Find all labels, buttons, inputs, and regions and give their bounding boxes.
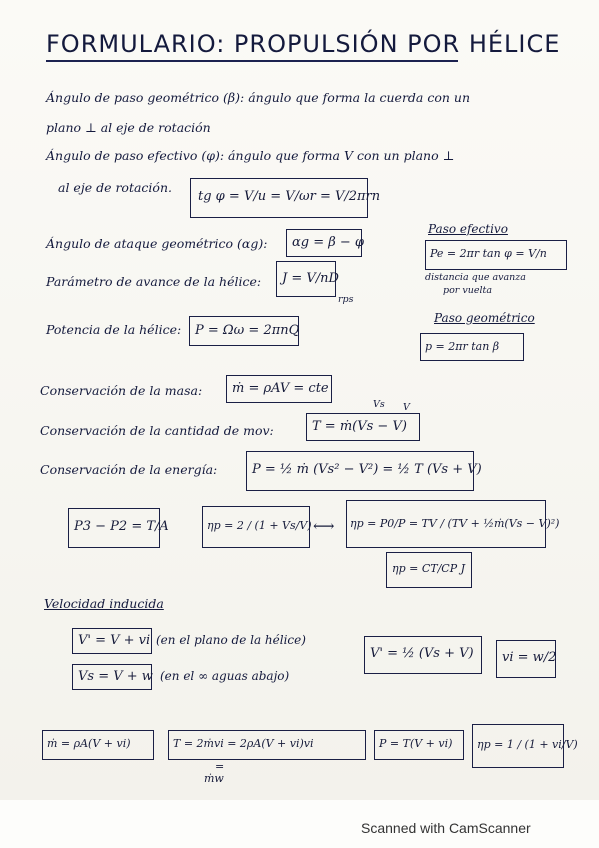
equivalence-arrow: ⟷ xyxy=(313,517,335,535)
eff-angle-definition-line2: al eje de rotación. xyxy=(58,180,172,195)
effective-pitch-formula: Pe = 2πr tan φ = V/n xyxy=(430,247,547,260)
pressure-jump-formula: P3 − P2 = T/A xyxy=(74,519,169,534)
advance-parameter-label: Parámetro de avance de la hélice: xyxy=(46,274,262,289)
effective-pitch-title: Paso efectivo xyxy=(428,222,508,236)
momentum-v-annotation: V xyxy=(403,402,410,413)
power-label: Potencia de la hélice: xyxy=(46,322,182,337)
energy-conservation-formula: P = ½ ṁ (Vs² − V²) = ½ T (Vs + V) xyxy=(252,462,482,477)
induced-velocity-title: Velocidad inducida xyxy=(44,596,164,611)
rps-annotation: rps xyxy=(338,294,354,305)
effective-pitch-note-line1: distancia que avanza xyxy=(425,272,526,283)
geo-angle-definition-line1: Ángulo de paso geométrico (β): ángulo que forma la cuerda con un xyxy=(46,90,471,105)
efficiency-induced-formula: ηp = 1 / (1 + vi/V) xyxy=(477,738,578,751)
mass-conservation-formula: ṁ = ρAV = cte xyxy=(232,381,329,396)
momentum-vs-annotation: Vs xyxy=(373,399,385,410)
propeller-power-formula: P = T(V + vi) xyxy=(379,737,453,750)
attack-angle-formula: αg = β − φ xyxy=(292,235,365,250)
vs-formula: Vs = V + w xyxy=(78,669,153,684)
v-prime-half-formula: V' = ½ (Vs + V) xyxy=(370,646,474,661)
attack-angle-label: Ángulo de ataque geométrico (αg): xyxy=(46,236,268,251)
mass-flow-formula: ṁ = ρA(V + vi) xyxy=(47,737,131,750)
mass-flow-equal-annotation: = xyxy=(215,760,225,773)
momentum-conservation-formula: T = ṁ(Vs − V) xyxy=(312,419,407,434)
mass-flow-w-annotation: ṁw xyxy=(204,772,224,785)
geometric-pitch-formula: p = 2πr tan β xyxy=(425,340,500,353)
efficiency-power-formula: ηp = P0/P = TV / (TV + ½ṁ(Vs − V)²) xyxy=(350,517,560,530)
page-title: FORMULARIO: PROPULSIÓN POR HÉLICE xyxy=(46,30,561,58)
energy-conservation-label: Conservación de la energía: xyxy=(40,462,218,477)
geometric-pitch-title: Paso geométrico xyxy=(434,311,535,325)
eff-angle-definition-line1: Ángulo de paso efectivo (φ): ángulo que forma V con un plano ⊥ xyxy=(46,148,455,163)
v-prime-note: (en el plano de la hélice) xyxy=(156,633,306,647)
mass-conservation-label: Conservación de la masa: xyxy=(40,383,203,398)
momentum-conservation-label: Conservación de la cantidad de mov: xyxy=(40,423,274,438)
title-underline xyxy=(46,60,458,62)
tg-formula: tg φ = V/u = V/ωr = V/2πrn xyxy=(198,189,381,204)
camscanner-watermark: Scanned with CamScanner xyxy=(361,820,531,836)
effective-pitch-note-line2: por vuelta xyxy=(443,285,492,296)
v-prime-formula: V' = V + vi xyxy=(78,633,151,648)
advance-parameter-formula: J = V/nD xyxy=(282,271,339,286)
thrust-formula: T = 2ṁvi = 2ρA(V + vi)vi xyxy=(173,737,314,750)
vs-note: (en el ∞ aguas abajo) xyxy=(160,669,290,683)
efficiency-coefficients-formula: ηp = CT/CP J xyxy=(392,562,466,575)
power-formula: P = Ωω = 2πnQ xyxy=(195,323,300,338)
vi-half-formula: vi = w/2 xyxy=(502,650,557,665)
geo-angle-definition-line2: plano ⊥ al eje de rotación xyxy=(46,120,211,135)
efficiency-froude-formula: ηp = 2 / (1 + Vs/V) xyxy=(207,519,312,532)
